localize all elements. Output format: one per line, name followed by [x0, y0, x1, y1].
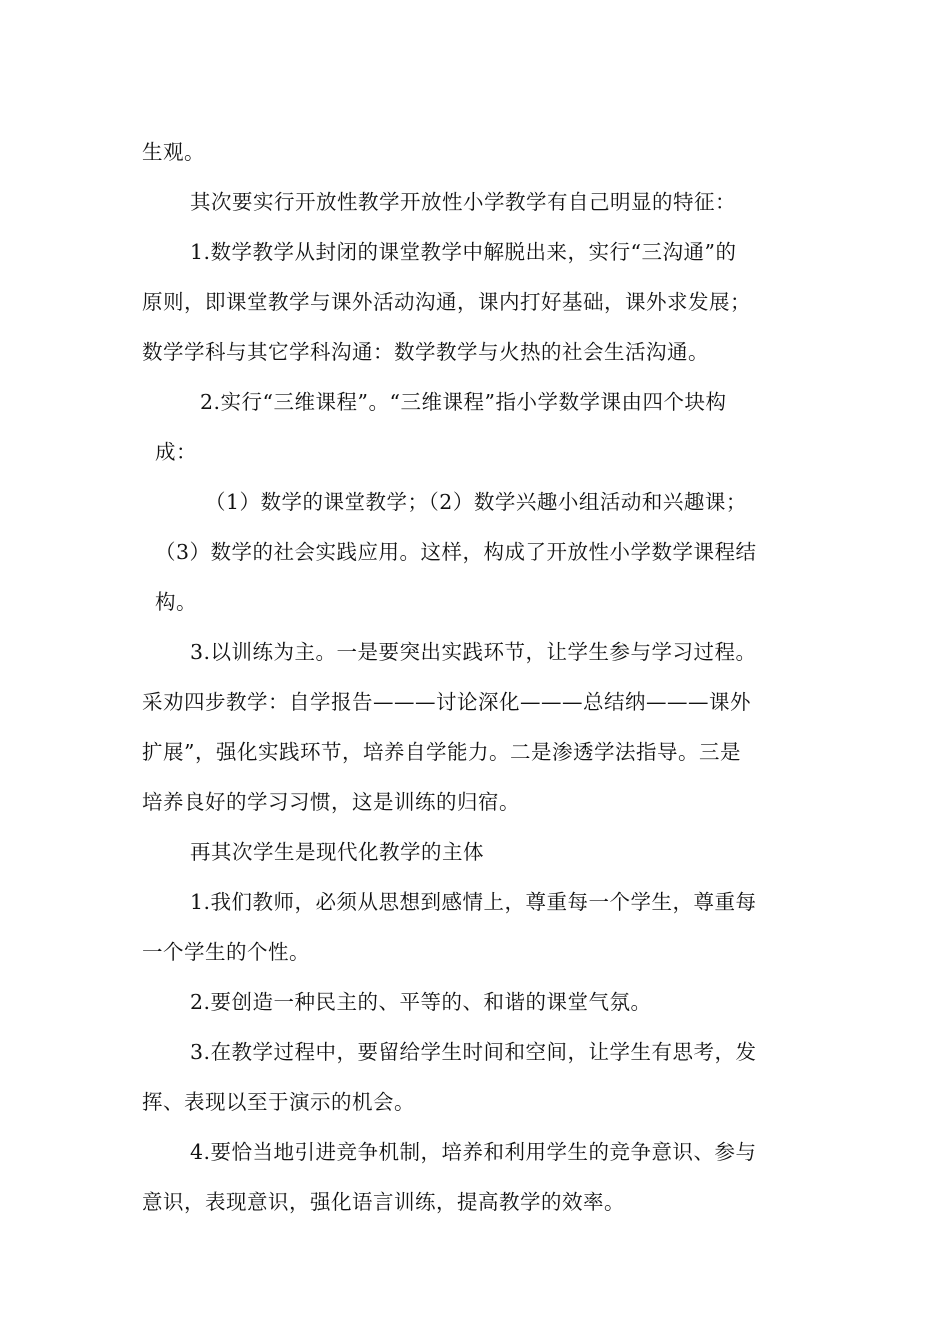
text-line: 扩展”，强化实践环节，培养自学能力。二是渗透学法指导。三是: [142, 740, 741, 764]
text-line: 成：: [155, 440, 197, 464]
text-line: （1）数学的课堂教学；（2）数学兴趣小组活动和兴趣课；: [205, 490, 747, 514]
text-line: 3.在教学过程中，要留给学生时间和空间，让学生有思考，发: [190, 1040, 757, 1064]
section-heading: 再其次学生是现代化教学的主体: [190, 840, 484, 864]
text-line: 数学学科与其它学科沟通：数学教学与火热的社会生活沟通。: [142, 340, 709, 364]
text-line: 采劝四步教学：自学报告———讨论深化———总结纳———课外: [142, 690, 751, 714]
text-line: 生观。: [142, 140, 205, 164]
text-line: 一个学生的个性。: [142, 940, 310, 964]
paragraph-intro: 其次要实行开放性教学开放性小学教学有自己明显的特征：: [190, 190, 736, 214]
text-line: 意识，表现意识，强化语言训练，提高教学的效率。: [142, 1190, 625, 1214]
text-line: 原则，即课堂教学与课外活动沟通，课内打好基础，课外求发展；: [142, 290, 751, 314]
text-line: 3.以训练为主。一是要突出实践环节，让学生参与学习过程。: [190, 640, 757, 664]
text-line: 1.数学教学从封闭的课堂教学中解脱出来，实行“三沟通”的: [190, 240, 737, 264]
text-line: （3）数学的社会实践应用。这样，构成了开放性小学数学课程结: [155, 540, 757, 564]
text-line: 挥、表现以至于演示的机会。: [142, 1090, 415, 1114]
text-line: 构。: [155, 590, 197, 614]
text-line: 2.要创造一种民主的、平等的、和谐的课堂气氛。: [190, 990, 652, 1014]
text-line: 2.实行“三维课程”。“三维课程”指小学数学课由四个块构: [200, 390, 727, 414]
text-line: 4.要恰当地引进竞争机制，培养和利用学生的竞争意识、参与: [190, 1140, 757, 1164]
text-line: 1.我们教师，必须从思想到感情上，尊重每一个学生，尊重每: [190, 890, 757, 914]
text-line: 培养良好的学习习惯，这是训练的归宿。: [142, 790, 520, 814]
